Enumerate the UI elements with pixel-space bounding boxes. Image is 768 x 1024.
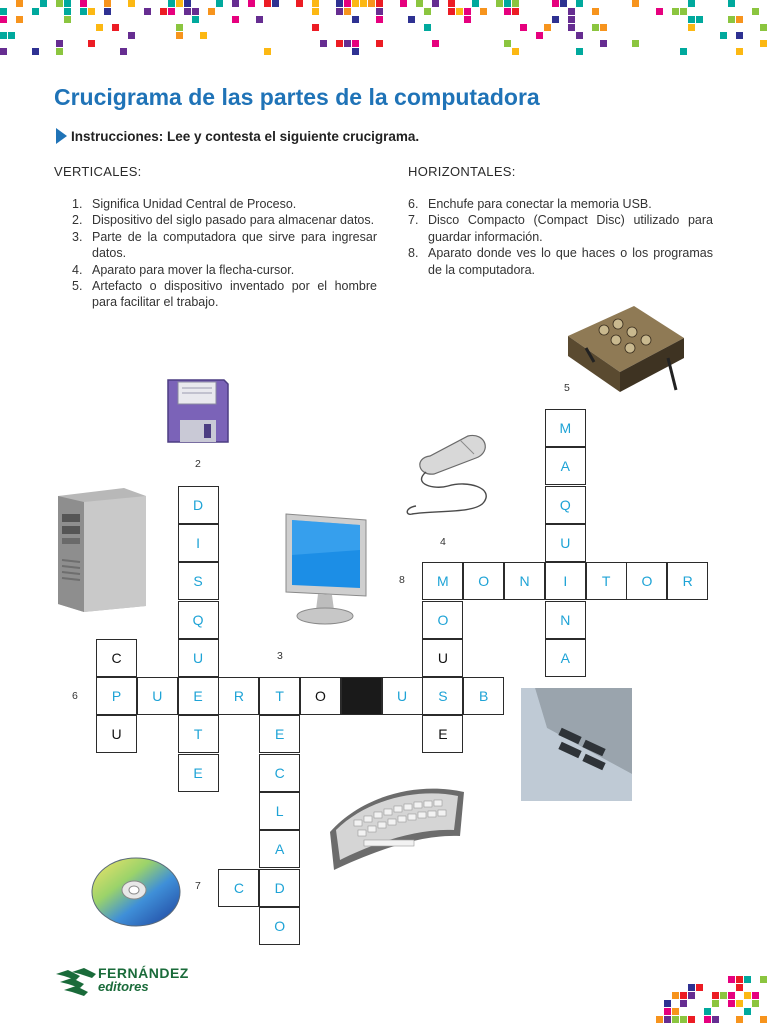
grid-number-2: 2	[195, 458, 201, 470]
horizontales-heading: HORIZONTALES:	[408, 164, 516, 179]
crossword-cell: E	[422, 715, 463, 753]
crossword-cell: N	[504, 562, 545, 600]
crossword-cell: A	[545, 447, 586, 485]
crossword-cell: L	[259, 792, 300, 830]
crossword-cell: O	[626, 562, 667, 600]
crossword-cell: O	[463, 562, 504, 600]
crossword-cell: S	[178, 562, 219, 600]
crossword-cell: U	[422, 639, 463, 677]
crossword-cell: A	[259, 830, 300, 868]
crossword-cell: E	[178, 754, 219, 792]
crossword-cell: D	[178, 486, 219, 524]
crossword-cell: O	[259, 907, 300, 945]
crossword-cell	[341, 677, 382, 715]
crossword-cell: T	[259, 677, 300, 715]
grid-number-6: 6	[72, 690, 78, 702]
crossword-cell: M	[545, 409, 586, 447]
clue-2: 2. Dispositivo del siglo pasado para almacenar datos.	[72, 213, 375, 228]
clue-6: 6. Enchufe para conectar la memoria USB.	[408, 197, 652, 211]
crossword-cell: C	[96, 639, 137, 677]
clue-7: 7. Disco Compacto (Compact Disc) utilizado para guardar información.	[408, 213, 713, 244]
crossword-cell: P	[96, 677, 137, 715]
crossword-cell: C	[259, 754, 300, 792]
grid-number-3: 3	[277, 650, 283, 662]
crossword-cell: R	[667, 562, 708, 600]
crossword-cell: N	[545, 601, 586, 639]
crossword-cell: U	[96, 715, 137, 753]
crossword-cell: T	[178, 715, 219, 753]
crossword-cell: Q	[178, 601, 219, 639]
grid-number-5: 5	[564, 382, 570, 394]
crossword-cell: A	[545, 639, 586, 677]
grid-number-7: 7	[195, 880, 201, 892]
crossword-cell: C	[218, 869, 259, 907]
instructions-text: Instrucciones: Lee y contesta el siguiente crucigrama.	[71, 129, 420, 144]
crossword-cell: E	[259, 715, 300, 753]
clue-5: 5. Artefacto o dispositivo inventado por el hombre para facilitar el trabajo.	[72, 279, 377, 310]
crossword-cell: T	[586, 562, 627, 600]
clue-4: 4. Aparato para mover la flecha-cursor.	[72, 262, 295, 277]
crossword-cell: B	[463, 677, 504, 715]
crossword-cell: U	[178, 639, 219, 677]
crossword-cell: I	[545, 562, 586, 600]
page-title: Crucigrama de las partes de la computadora	[54, 84, 540, 110]
crossword-cell: E	[178, 677, 219, 715]
grid-number-8: 8	[399, 574, 405, 586]
clue-8: 8. Aparato donde ves lo que haces o los programas de la computadora.	[408, 246, 713, 277]
crossword-cell: U	[382, 677, 423, 715]
clue-3: 3. Parte de la computadora que sirve para ingresar datos.	[72, 229, 377, 261]
crossword-cell: O	[300, 677, 341, 715]
crossword-cell: O	[422, 601, 463, 639]
grid-number-4: 4	[440, 536, 446, 548]
crossword-cell: I	[178, 524, 219, 562]
crossword-cell: R	[218, 677, 259, 715]
crossword-cell: M	[422, 562, 463, 600]
publisher-name: FERNÁNDEZ editores	[98, 965, 189, 994]
crossword-cell: U	[137, 677, 178, 715]
verticales-heading: VERTICALES:	[54, 164, 142, 179]
crossword-cell: U	[545, 524, 586, 562]
crossword-cell: D	[259, 869, 300, 907]
clue-1: 1. Significa Unidad Central de Proceso.	[72, 197, 297, 211]
crossword-cell: Q	[545, 486, 586, 524]
crossword-cell: S	[422, 677, 463, 715]
